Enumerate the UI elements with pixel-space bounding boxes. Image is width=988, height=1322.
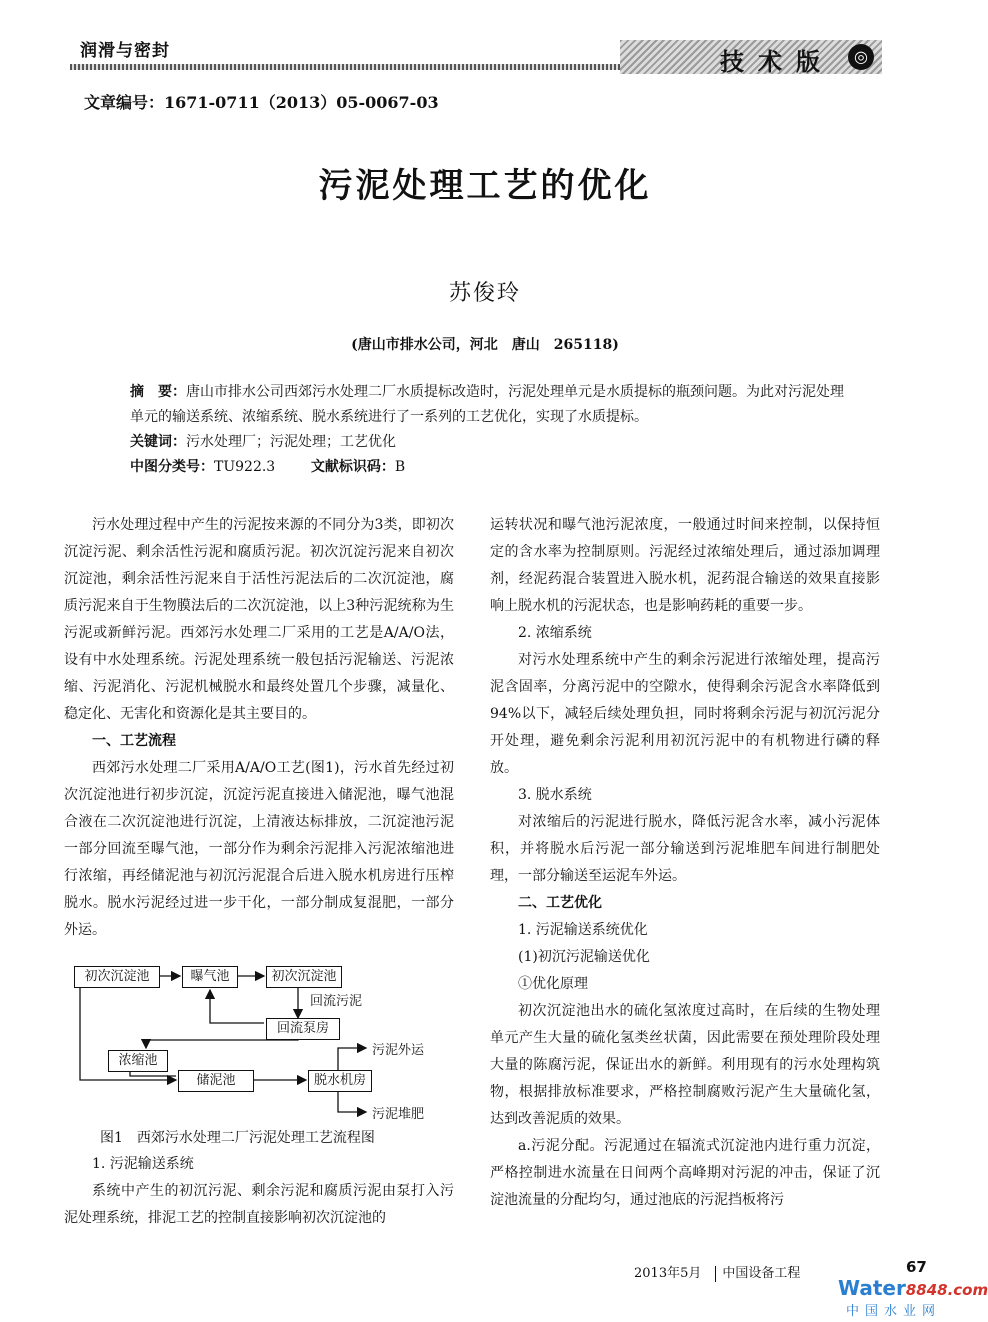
page-number: 67 [906,1258,927,1276]
author: 苏俊玲 [448,281,521,306]
subsection-heading: ①优化原理 [518,976,588,992]
article-number: 文章编号：1671-0711（2013）05-0067-03 [84,93,439,112]
doc-code-value: B [394,459,406,475]
flow-box-primary-clarifier: 初次沉淀池 [74,966,160,988]
keywords [130,430,850,455]
flow-box-dewatering-house: 脱水机房 [308,1070,372,1092]
flow-label-sludge-export: 污泥外运 [372,1043,425,1058]
subsection-heading: 3. 脱水系统 [518,787,592,803]
flow-box-sludge-storage: 储泥池 [178,1070,254,1092]
abstract [130,380,850,430]
doc-code-label: 文献标识码： [310,459,395,475]
flow-box-secondary-clarifier: 初次沉淀池 [266,966,342,988]
watermark-domain: .com [947,1281,988,1299]
abstract-label: 摘 要： [130,384,186,400]
section-heading: 二、工艺优化 [518,895,602,911]
paragraph: 初次沉淀池出水的硫化氢浓度过高时，在后续的生物处理单元产生大量的硫化氢类丝状菌，因此需要在预处理阶段处理大量的陈腐污泥，保证出水的新鲜。利用现有的污水处理构筑物，根据排放标准要求，严格控制腐败污泥产生大量硫化氢，达到改善泥质的效果。 [490,1003,880,1127]
process-flow-diagram [66,960,466,1130]
watermark-cn: 中国水业网 [846,1304,942,1319]
section-label: 技术版 [720,48,834,76]
subsection-heading: (1)初沉污泥输送优化 [518,949,650,965]
abstract-text: 唐山市排水公司西郊污水处理二厂水质提标改造时，污泥处理单元是水质提标的瓶颈问题。为此对污泥处理单元的输送系统、浓缩系统、脱水系统进行了一系列的工艺优化，实现了水质提标。 [130,384,844,425]
flow-box-aeration-tank: 曝气池 [182,966,238,988]
paragraph: 运转状况和曝气池污泥浓度，一般通过时间来控制，以保持恒定的含水率为控制原则。污泥经过浓缩处理后，通过添加调理剂，经泥药混合装置进入脱水机，泥药混合输送的效果直接影响上脱水机的污泥状态，也是影响药耗的重要一步。 [490,517,880,614]
column-right [490,512,880,1214]
paragraph: 系统中产生的初沉污泥、剩余污泥和腐质污泥由泵打入污泥处理系统，排泥工艺的控制直接影响初次沉淀池的 [64,1183,454,1226]
journal-name: 润滑与密封 [80,41,170,61]
column-left-tail [64,1151,454,1232]
article-title: 污泥处理工艺的优化 [318,166,652,206]
subsection-heading: 2. 浓缩系统 [518,625,592,641]
paragraph: 对浓缩后的污泥进行脱水，降低污泥含水率，减小污泥体积，并将脱水后污泥一部分输送到污泥堆肥车间进行制肥处理，一部分输送至运泥车外运。 [490,814,880,884]
subsection-heading: 1. 污泥输送系统优化 [518,922,648,938]
paragraph: 对污水处理系统中产生的剩余污泥进行浓缩处理，提高污泥含固率，分离污泥中的空隙水，使得剩余污泥含水率降低到94%以下，减轻后续处理负担，同时将剩余污泥与初沉污泥分开处理，避免剩余污泥利用初沉污泥中的有机物进行磷的释放。 [490,652,880,776]
footer-date: 2013年5月 [634,1266,702,1281]
flow-box-thickener: 浓缩池 [108,1050,168,1072]
clc-label: 中图分类号： [130,459,214,475]
watermark-number: 8848 [905,1281,948,1299]
flow-label-return-sludge: 回流污泥 [310,994,363,1009]
header-rule [70,64,630,70]
clc-value: TU922.3 [214,459,276,475]
paragraph: 西郊污水处理二厂采用A/A/O工艺(图1)，污水首先经过初次沉淀池进行初步沉淀，沉淀污泥直接进入储泥池，曝气池混合液在二次沉淀池进行沉淀，上清液达标排放，二沉淀池污泥一部分回流至曝气池，一部分作为剩余污泥排入污泥浓缩池进行浓缩，再经储泥池与初沉污泥混合后进入脱水机房进行压榨脱水。脱水污泥经过进一步干化，一部分制成复混肥，一部分外运。 [64,760,454,938]
footer-journal: 中国设备工程 [722,1266,801,1281]
figure-caption: 图1 西郊污水处理二厂污泥处理工艺流程图 [100,1130,375,1146]
keywords-text: 污水处理厂；污泥处理；工艺优化 [186,434,396,450]
watermark-brand: Water [838,1276,906,1300]
affiliation: (唐山市排水公司，河北 唐山 265118) [351,337,619,353]
classification [130,455,850,480]
flow-box-return-pump-house: 回流泵房 [266,1018,340,1040]
flow-label-sludge-compost: 污泥堆肥 [372,1107,425,1122]
section-logo-icon: ◎ [848,44,874,70]
section-heading: 一、工艺流程 [92,733,176,749]
column-left [64,512,454,944]
subsection-heading: 1. 污泥输送系统 [92,1156,194,1172]
footer-divider [715,1266,716,1282]
keywords-label: 关键词： [130,434,186,450]
footer [634,1262,800,1282]
watermark-logo [838,1276,988,1300]
paragraph: 污水处理过程中产生的污泥按来源的不同分为3类，即初次沉淀污泥、剩余活性污泥和腐质污泥。初次沉淀污泥来自初次沉淀池，剩余活性污泥来自于活性污泥法后的二次沉淀池，腐质污泥来自于生物膜法后的二次沉淀池，以上3种污泥统称为生污泥或新鲜污泥。西郊污水处理二厂采用的工艺是A/A/O法，设有中水处理系统。污泥处理系统一般包括污泥输送、污泥浓缩、污泥消化、污泥机械脱水和最终处置几个步骤，减量化、稳定化、无害化和资源化是其主要目的。 [64,517,454,722]
abstract-block [130,380,850,480]
paragraph: a.污泥分配。污泥通过在辐流式沉淀池内进行重力沉淀，严格控制进水流量在日间两个高峰期对污泥的冲击，保证了沉淀池流量的分配均匀，通过池底的污泥挡板将污 [490,1138,880,1208]
